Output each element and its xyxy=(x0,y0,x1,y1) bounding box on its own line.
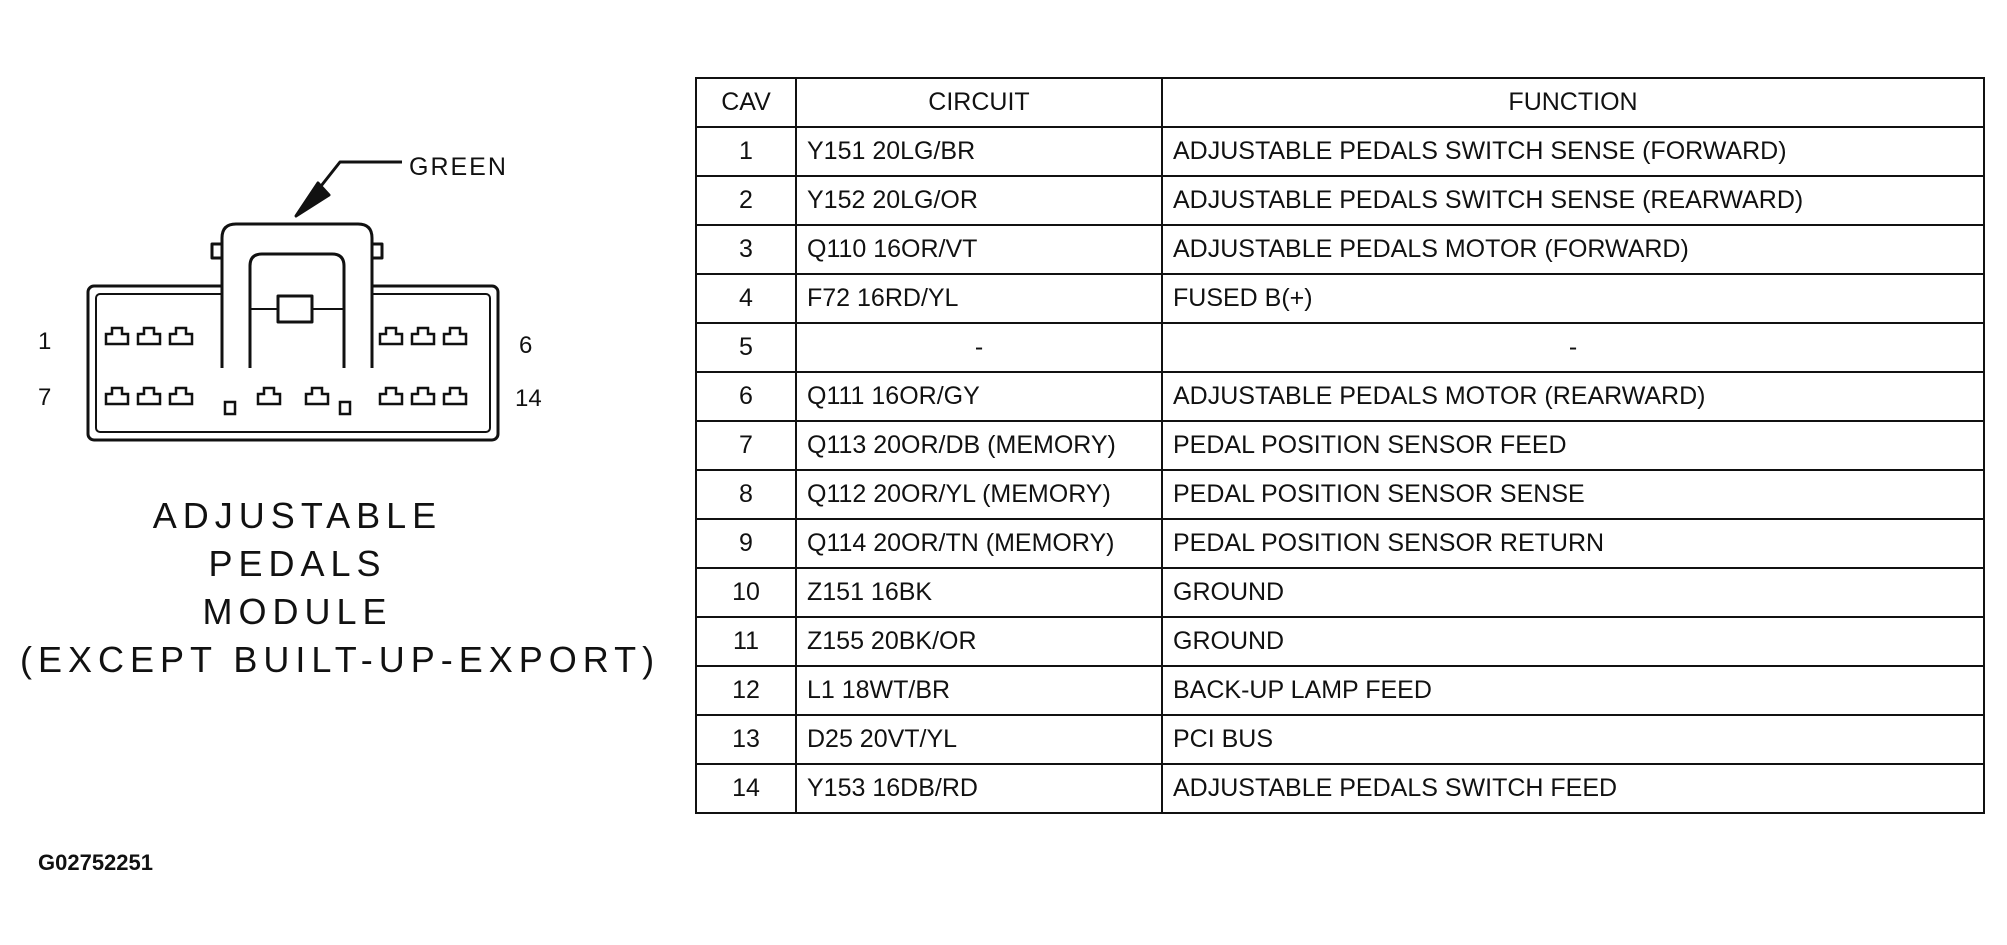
cell-cav: 7 xyxy=(696,421,796,470)
cell-circuit: F72 16RD/YL xyxy=(796,274,1162,323)
cell-function: ADJUSTABLE PEDALS MOTOR (REARWARD) xyxy=(1162,372,1984,421)
terminal-cavity xyxy=(225,402,235,414)
table-row xyxy=(696,666,1984,715)
cell-function: PEDAL POSITION SENSOR SENSE xyxy=(1162,470,1984,519)
tab-ear-left xyxy=(212,244,222,258)
terminal-cavity xyxy=(412,328,434,344)
cell-circuit: Q112 20OR/YL (MEMORY) xyxy=(796,470,1162,519)
terminal-cavity xyxy=(380,388,402,404)
cell-function: BACK-UP LAMP FEED xyxy=(1162,666,1984,715)
pinout-table-wrapper xyxy=(695,77,1985,814)
terminal-cavity xyxy=(170,328,192,344)
cell-circuit: Q114 20OR/TN (MEMORY) xyxy=(796,519,1162,568)
pin-label-1: 1 xyxy=(38,328,52,355)
terminal-cavity xyxy=(170,388,192,404)
cell-cav: 11 xyxy=(696,617,796,666)
table-row xyxy=(696,176,1984,225)
module-title xyxy=(20,492,661,684)
cell-cav: 10 xyxy=(696,568,796,617)
arrow-head xyxy=(296,183,329,216)
cell-circuit: Q110 16OR/VT xyxy=(796,225,1162,274)
terminal-cavity xyxy=(138,328,160,344)
cell-cav: 9 xyxy=(696,519,796,568)
table-row xyxy=(696,470,1984,519)
latch-block xyxy=(278,296,312,322)
pin-label-14: 14 xyxy=(515,385,542,412)
cell-circuit: Y153 16DB/RD xyxy=(796,764,1162,813)
module-title-line-2: PEDALS xyxy=(208,543,387,584)
terminal-cavity xyxy=(340,402,350,414)
cell-circuit: Z151 16BK xyxy=(796,568,1162,617)
table-row xyxy=(696,323,1984,372)
terminal-cavity xyxy=(412,388,434,404)
terminal-cavity xyxy=(444,328,466,344)
table-row xyxy=(696,127,1984,176)
cell-cav: 13 xyxy=(696,715,796,764)
header-circuit: CIRCUIT xyxy=(796,78,1162,127)
table-row xyxy=(696,715,1984,764)
cell-function: PCI BUS xyxy=(1162,715,1984,764)
header-cav: CAV xyxy=(696,78,796,127)
cell-function: GROUND xyxy=(1162,617,1984,666)
table-header-row xyxy=(696,78,1984,127)
table-row xyxy=(696,421,1984,470)
cell-function: - xyxy=(1162,323,1984,372)
cell-circuit: Q111 16OR/GY xyxy=(796,372,1162,421)
terminal-cavity xyxy=(380,328,402,344)
cell-circuit: Z155 20BK/OR xyxy=(796,617,1162,666)
cell-cav: 2 xyxy=(696,176,796,225)
table-row xyxy=(696,617,1984,666)
terminal-cavity xyxy=(258,388,280,404)
table-row xyxy=(696,568,1984,617)
module-title-line-3: MODULE xyxy=(202,591,393,632)
connector-diagram xyxy=(0,0,680,780)
table-row xyxy=(696,519,1984,568)
terminal-cavity xyxy=(444,388,466,404)
terminal-cavity xyxy=(106,328,128,344)
pin-label-6: 6 xyxy=(519,332,533,359)
cell-function: ADJUSTABLE PEDALS MOTOR (FORWARD) xyxy=(1162,225,1984,274)
cell-circuit: D25 20VT/YL xyxy=(796,715,1162,764)
terminal-cavity xyxy=(106,388,128,404)
cell-cav: 5 xyxy=(696,323,796,372)
cell-cav: 6 xyxy=(696,372,796,421)
module-title-line-1: ADJUSTABLE xyxy=(152,495,443,536)
table-row xyxy=(696,764,1984,813)
pin-label-7: 7 xyxy=(38,384,52,411)
cell-cav: 14 xyxy=(696,764,796,813)
cell-function: FUSED B(+) xyxy=(1162,274,1984,323)
cell-cav: 12 xyxy=(696,666,796,715)
cell-function: PEDAL POSITION SENSOR FEED xyxy=(1162,421,1984,470)
tab-ear-right xyxy=(372,244,382,258)
cell-circuit: Q113 20OR/DB (MEMORY) xyxy=(796,421,1162,470)
table-body xyxy=(696,127,1984,813)
module-title-line-4: (EXCEPT BUILT-UP-EXPORT) xyxy=(20,639,661,680)
cell-function: ADJUSTABLE PEDALS SWITCH SENSE (FORWARD) xyxy=(1162,127,1984,176)
terminal-cavity xyxy=(138,388,160,404)
cell-circuit: L1 18WT/BR xyxy=(796,666,1162,715)
header-function: FUNCTION xyxy=(1162,78,1984,127)
cell-cav: 3 xyxy=(696,225,796,274)
table-row xyxy=(696,274,1984,323)
figure-id: G02752251 xyxy=(38,850,153,875)
table-row xyxy=(696,225,1984,274)
pinout-table xyxy=(695,77,1985,814)
cell-function: GROUND xyxy=(1162,568,1984,617)
terminal-cavity xyxy=(306,388,328,404)
table-row xyxy=(696,372,1984,421)
cell-circuit: - xyxy=(796,323,1162,372)
cell-function: PEDAL POSITION SENSOR RETURN xyxy=(1162,519,1984,568)
cell-function: ADJUSTABLE PEDALS SWITCH FEED xyxy=(1162,764,1984,813)
cell-function: ADJUSTABLE PEDALS SWITCH SENSE (REARWARD) xyxy=(1162,176,1984,225)
connector-color-label: GREEN xyxy=(409,153,508,181)
cell-circuit: Y152 20LG/OR xyxy=(796,176,1162,225)
cell-cav: 8 xyxy=(696,470,796,519)
cell-cav: 1 xyxy=(696,127,796,176)
cell-circuit: Y151 20LG/BR xyxy=(796,127,1162,176)
cell-cav: 4 xyxy=(696,274,796,323)
